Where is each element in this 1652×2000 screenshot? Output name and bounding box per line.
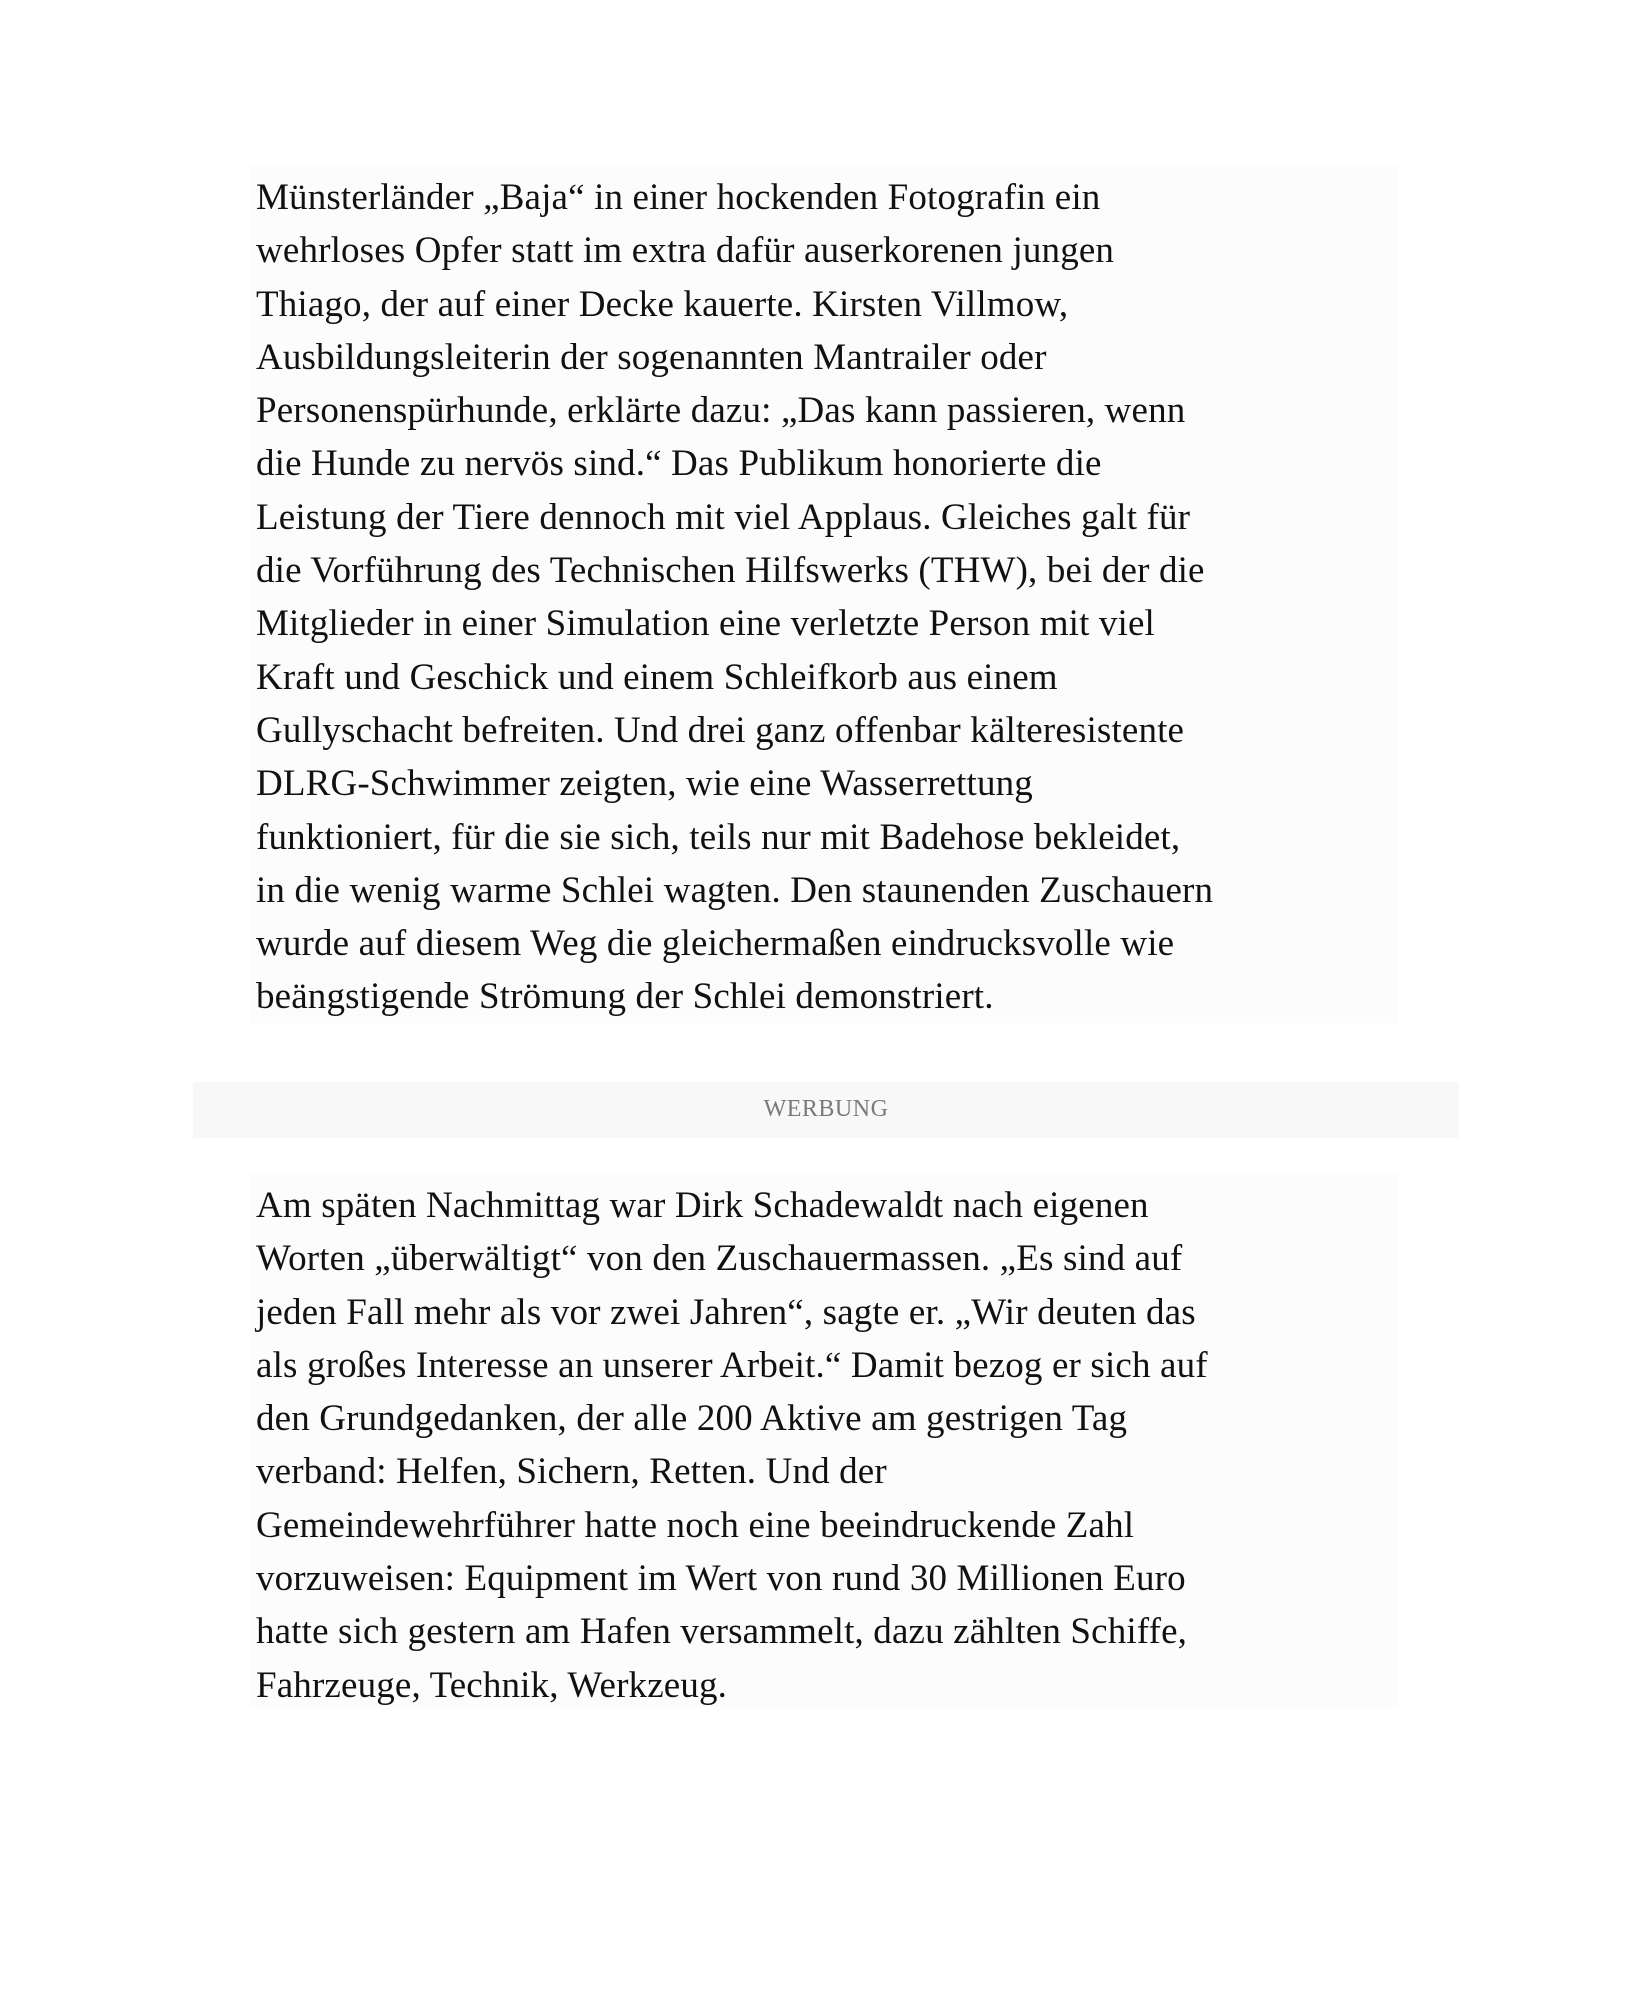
text-line: die Hunde zu nervös sind.“ Das Publikum honorierte die xyxy=(256,443,1102,485)
text-line: als großes Interesse an unserer Arbeit.“ Damit bezog er sich auf xyxy=(256,1344,1208,1386)
text-line: in die wenig warme Schlei wagten. Den staunenden Zuschauern xyxy=(256,869,1214,911)
text-line: wehrloses Opfer statt im extra dafür auserkorenen jungen xyxy=(256,230,1115,272)
article-paragraph-2 xyxy=(250,1174,1398,1707)
text-line: verband: Helfen, Sichern, Retten. Und der xyxy=(256,1451,887,1493)
text-line: den Grundgedanken, der alle 200 Aktive am gestrigen Tag xyxy=(256,1398,1128,1440)
text-line: Worten „überwältigt“ von den Zuschauermassen. „Es sind auf xyxy=(256,1238,1183,1280)
text-line: Mitglieder in einer Simulation eine verletzte Person mit viel xyxy=(256,603,1155,645)
text-line: Kraft und Geschick und einem Schleifkorb aus einem xyxy=(256,656,1058,698)
text-line: funktioniert, für die sie sich, teils nur mit Badehose bekleidet, xyxy=(256,816,1181,858)
text-line: DLRG-Schwimmer zeigten, wie eine Wasserrettung xyxy=(256,763,1033,805)
article-paragraph-1 xyxy=(250,166,1398,1023)
text-line: die Vorführung des Technischen Hilfswerks (THW), bei der die xyxy=(256,550,1205,592)
text-line: Fahrzeuge, Technik, Werkzeug. xyxy=(256,1664,728,1706)
text-line: Gemeindewehrführer hatte noch eine beeindruckende Zahl xyxy=(256,1504,1135,1546)
text-line: Leistung der Tiere dennoch mit viel Applaus. Gleiches galt für xyxy=(256,496,1191,538)
text-line: Am späten Nachmittag war Dirk Schadewaldt nach eigenen xyxy=(256,1185,1149,1226)
text-line: beängstigende Strömung der Schlei demonstriert. xyxy=(256,976,994,1018)
text-line: hatte sich gestern am Hafen versammelt, dazu zählten Schiffe, xyxy=(256,1611,1188,1653)
text-line: Ausbildungsleiterin der sogenannten Mantrailer oder xyxy=(256,336,1047,378)
text-line: vorzuweisen: Equipment im Wert von rund 30 Millionen Euro xyxy=(256,1558,1186,1600)
text-line: Münsterländer „Baja“ in einer hockenden Fotografin ein xyxy=(256,177,1101,218)
text-line: wurde auf diesem Weg die gleichermaßen eindrucksvolle wie xyxy=(256,923,1175,965)
advertisement-placeholder xyxy=(193,1082,1459,1138)
text-line: jeden Fall mehr als vor zwei Jahren“, sagte er. „Wir deuten das xyxy=(256,1291,1196,1333)
ad-label: WERBUNG xyxy=(763,1096,889,1122)
text-line: Personenspürhunde, erklärte dazu: „Das kann passieren, wenn xyxy=(256,390,1186,432)
text-line: Gullyschacht befreiten. Und drei ganz offenbar kälteresistente xyxy=(256,709,1185,751)
text-line: Thiago, der auf einer Decke kauerte. Kirsten Villmow, xyxy=(256,283,1069,325)
